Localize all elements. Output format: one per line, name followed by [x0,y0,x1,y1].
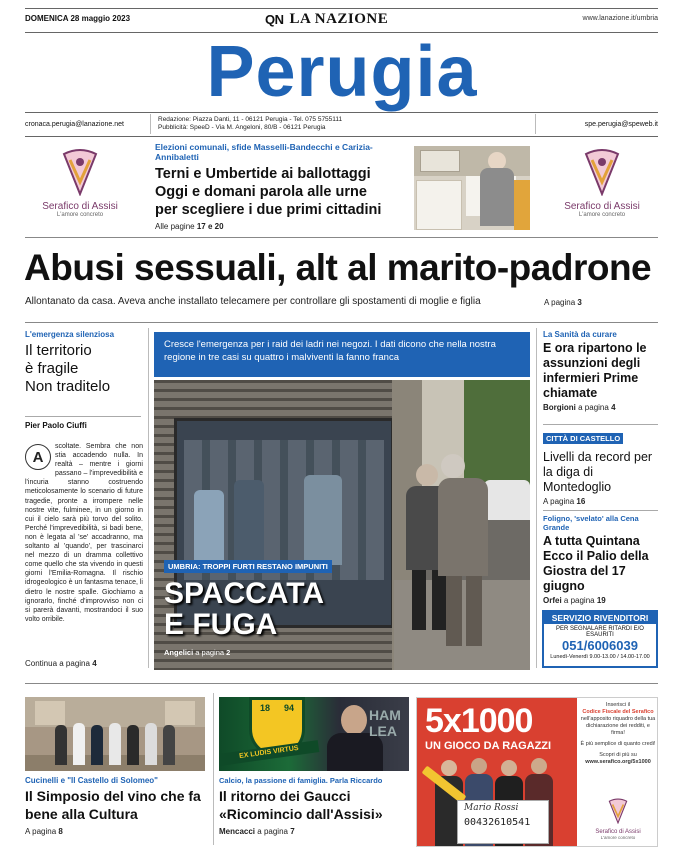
ad-logo: Serafico di Assisi L'amore concreto [589,798,647,840]
right-rule-1 [543,424,658,425]
address-line-1: Redazione: Piazza Danti, 11 - 06121 Perugia - Tel. 075 5755111 [158,116,343,123]
editorial-body [25,442,143,655]
editorial-author: Pier Paolo Ciuffi [25,421,87,430]
address-line-2: Pubblicità: SpeeD - Via M. Angeloni, 80/B - 06121 Perugia [158,124,326,131]
address-block [158,116,342,132]
sponsor-tag-left: L'amore concreto [56,212,104,218]
lead-rule [25,237,658,238]
issue-date: DOMENICA 28 maggio 2023 [25,14,131,23]
right-rule-2 [543,510,658,511]
bottom-story-2-ref: Mencacci a pagina 7 [219,827,295,836]
crest-year-right: 94 [283,703,294,713]
editorial-title-3: Non traditelo [25,378,111,395]
service-title: SERVIZIO RIVENDITORI [544,612,656,624]
top-story[interactable] [155,142,413,231]
ad-url[interactable]: www.serafico.org/5x1000 [585,759,651,765]
ad-headline: 5x1000 [425,702,533,740]
city-title: Perugia [206,32,478,112]
right-story-1[interactable] [543,330,661,412]
editorial[interactable] [25,330,143,396]
bottom-story-1-ref: A pagina 8 [25,827,63,836]
editorial-title-1: Il territorio [25,342,92,359]
shop-photo[interactable] [154,380,530,670]
info-divider-1 [150,114,151,134]
editorial-title-2: è fragile [25,360,79,377]
ad-subheadline: UN GIOCO DA RAGAZZI [425,740,552,752]
bottom-rule [25,683,658,684]
top-story-line-3: per scegliere i due primi cittadini [155,202,382,218]
website-link[interactable]: www.lanazione.it/umbria [582,15,658,22]
serafico-icon [582,148,622,196]
dropcap: A [25,444,51,470]
bottom-story-2-kicker: Calcio, la passione di famiglia. Parla Riccardo [219,776,383,785]
bottom-story-2-title: Il ritorno dei Gaucci «Ricomincio dall'Assisi» [219,788,383,822]
serafico-icon [607,798,629,824]
right-story-3-kicker: Foligno, 'svelato' alla Cena Grande [543,514,639,532]
info-rule-top [25,112,658,113]
service-subtitle: PER SEGNALARE RITARDI E/O ESAURITI [556,626,644,638]
newspaper-name: LA NAZIONE [289,11,389,27]
service-phone: 051/6006039 [562,638,638,653]
gaucci-photo[interactable]: 18 94 EX LUDIS VIRTUS HAM LEA [219,697,409,771]
crest-year-left: 18 [259,703,270,713]
right-story-2[interactable] [543,428,661,506]
photo-ref: Angelici a pagina 2 [164,648,231,657]
voting-photo [414,146,530,230]
bottom-story-1-title: Il Simposio del vino che fa bene alla Cultura [25,788,201,822]
info-divider-2 [535,114,536,134]
lead-ref: A pagina 3 [544,298,582,307]
top-story-kicker: Elezioni comunali, sfide Masselli-Bandecchi e Carizia-Annibaletti [155,142,373,162]
top-story-line-2: Oggi e domani parola alle urne [155,184,367,200]
photo-title [164,578,324,640]
sponsor-name-left: Serafico di Assisi [42,201,118,212]
right-story-3[interactable] [543,514,661,605]
photo-title-1: SPACCATA [164,577,324,610]
top-story-headline [155,165,413,219]
top-story-line-1: Terni e Umbertide ai ballottaggi [155,166,371,182]
body-rule [25,322,658,323]
photo-kicker: UMBRIA: TROPPI FURTI RESTANO IMPUNITI [164,560,332,573]
lead-headline[interactable]: Abusi sessuali, alt al marito-padrone [24,247,652,288]
right-story-1-kicker: La Sanità da curare [543,330,617,339]
newspaper-brand [265,11,388,28]
bottom-story-2[interactable] [219,776,413,836]
editorial-kicker: L'emergenza silenziosa [25,330,115,339]
solomeo-photo[interactable] [25,697,205,771]
service-hours: Lunedì-Venerdì 9.00-13.00 / 14.00-17.00 [550,654,650,660]
editorial-continue[interactable]: Continua a pagina 4 [25,659,97,668]
email-left[interactable]: cronaca.perugia@lanazione.net [25,121,124,128]
ad-5x1000[interactable] [416,697,658,847]
bottom-story-1-kicker: Cucinelli e "Il Castello di Solomeo" [25,776,158,785]
ad-copy: Inserisci il Codice Fiscale del Serafico nell'apposito riquadro della tua dichiarazione dei redditi, e firma! È più semplice di quanto credi! Scopri di più su www.serafico.org/5x1000 [580,702,656,765]
right-story-2-title: Livelli da record per la diga di Montedoglio [543,450,653,494]
editorial-rule [25,416,141,417]
right-story-3-title: A tutta Quintana Ecco il Palio della Giostra del 17 giugno [543,534,649,593]
ad-code: 00432610541 [464,817,531,828]
bottom-story-1[interactable] [25,776,211,836]
top-rule [25,8,658,9]
right-story-2-kicker: CITTÀ DI CASTELLO [543,433,623,444]
info-rule-bottom [25,136,658,137]
crest-motto: EX LUDIS VIRTUS [219,740,319,766]
photo-title-2: E FUGA [164,608,278,641]
ad-code-card: Mario Rossi 00432610541 [457,800,549,844]
editorial-body-text: scoltate. Sembra che non stia accadendo nulla. In realtà – mentre i giorni passano – l'imprevedibilità e l'incuria stanno costruendo meticolosamente lo scenario di future tragedie, pronte a irrompere nelle nostre vite, fulminee, in un giorno in cui il cielo sarà più torvo del solito. Perché l'imprevedibilità, si badi bene, non è legata al 'se' accadranno, ma soltanto al 'quando', per trascinarci nel mezzo di un dramma collettivo come quello che sta vivendo in questi giorni l'Emilia-Romagna. Il rischio idrogeologico è un fantasma tenace, li dietro le nostre spalle. Giochiamo a ignorarlo, finché d'improvviso non ci si parerà davanti, mostrandoci il suo volto orribile. [25,443,143,623]
bottom-divider-1 [213,693,214,845]
right-story-1-title: E ora ripartono le assunzioni degli infermieri Prime chiamate [543,341,647,400]
sponsor-logo-right[interactable] [552,148,652,228]
service-box[interactable] [542,610,658,668]
qn-logo: QN [265,12,284,27]
serafico-icon [60,148,100,196]
editorial-title [25,342,143,396]
sponsor-logo-left[interactable] [30,148,130,228]
col-divider-right [536,328,537,668]
center-banner: Cresce l'emergenza per i raid dei ladri nei negozi. I dati dicono che nella nostra regione in tre casi su quattro i malviventi la fanno franca [154,332,530,377]
col-divider-left [148,328,149,668]
right-story-2-ref: A pagina 16 [543,497,586,506]
sponsor-name-right: Serafico di Assisi [564,201,640,212]
email-right[interactable]: spe.perugia@speweb.it [584,121,658,128]
right-story-1-ref: Borgioni a pagina 4 [543,403,616,412]
right-story-3-ref: Orfei a pagina 19 [543,596,606,605]
sponsor-tag-right: L'amore concreto [578,212,626,218]
lead-subtitle: Allontanato da casa. Aveva anche installato telecamere per controllare gli spostamenti di moglie e figlia [25,296,481,307]
top-story-ref: Alle pagine 17 e 20 [155,222,224,231]
